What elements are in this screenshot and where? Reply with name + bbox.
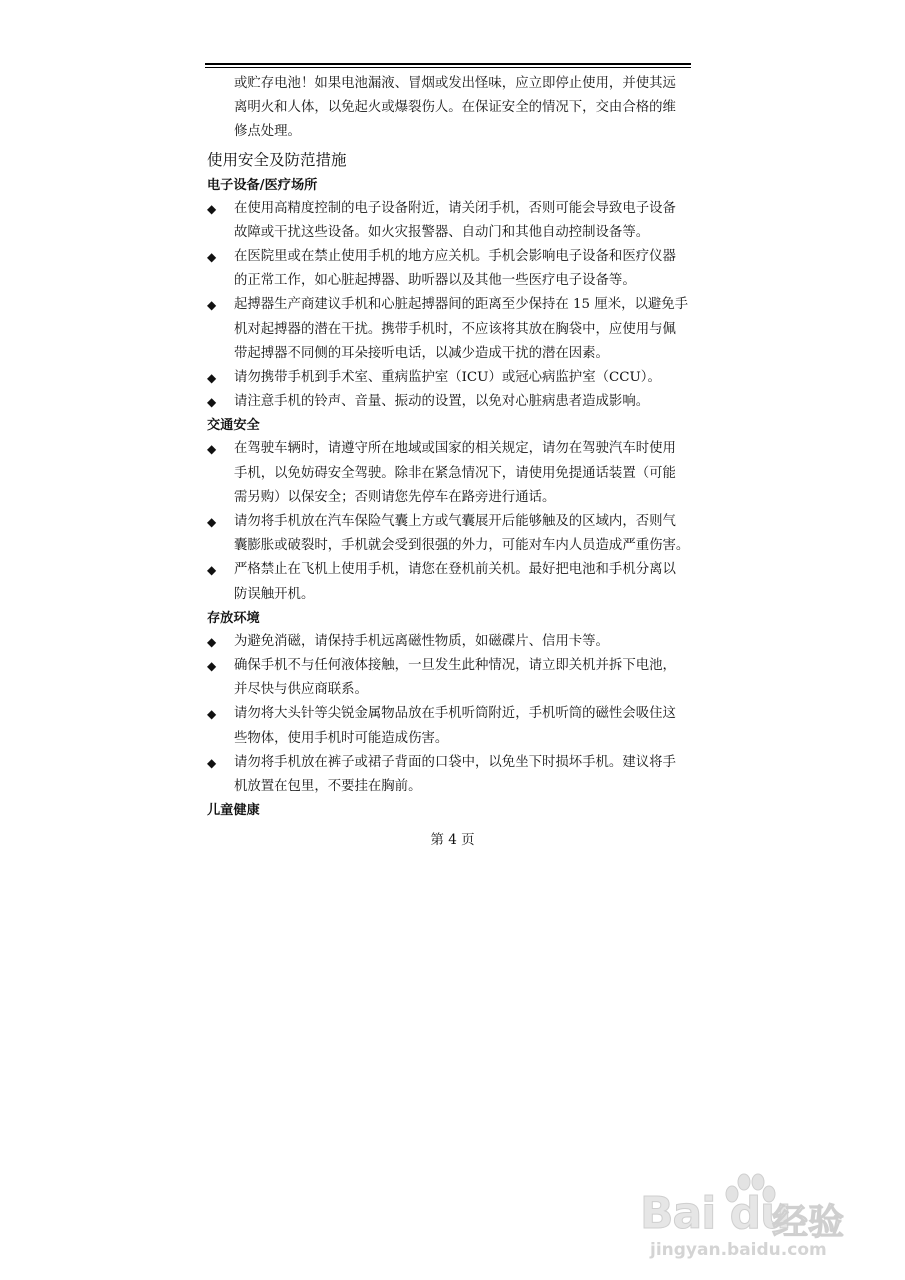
list-item-line: 囊膨胀或破裂时，手机就会受到很强的外力，可能对车内人员造成严重伤害。 (234, 538, 690, 554)
diamond-bullet-icon: ◆ (207, 659, 217, 674)
list-item (207, 751, 693, 799)
list-item-line: 请勿携带手机到手术室、重病监护室（ICU）或冠心病监护室（CCU）。 (234, 370, 661, 386)
diamond-bullet-icon: ◆ (207, 395, 217, 410)
bullet-list (207, 630, 693, 799)
section-heading: 儿童健康 (207, 803, 260, 819)
list-item-line: 在驾驶车辆时，请遵守所在地域或国家的相关规定，请勿在驾驶汽车时使用 (234, 441, 676, 457)
diamond-bullet-icon: ◆ (207, 201, 217, 216)
intro-paragraph (207, 72, 693, 145)
header-rule-thin (205, 67, 691, 68)
watermark-brand-cn: 经验 (772, 1202, 845, 1243)
watermark-brand: Bai du (640, 1188, 791, 1239)
list-item (207, 654, 693, 702)
list-item-line: 并尽快与供应商联系。 (234, 682, 368, 698)
list-item-line: 确保手机不与任何液体接触，一旦发生此种情况，请立即关机并拆下电池， (234, 658, 676, 674)
list-item (207, 390, 693, 414)
list-item-line: 请勿将大头针等尖锐金属物品放在手机听筒附近，手机听筒的磁性会吸住这 (234, 706, 676, 722)
page-number: 第 4 页 (430, 832, 475, 848)
list-item-line: 为避免消磁，请保持手机远离磁性物质，如磁碟片、信用卡等。 (234, 633, 609, 649)
page-content (207, 72, 693, 822)
list-item-line: 在医院里或在禁止使用手机的地方应关机。手机会影响电子设备和医疗仪器 (234, 249, 676, 265)
watermark-url: jingyan.baidu.com (650, 1240, 827, 1260)
diamond-bullet-icon: ◆ (207, 442, 217, 457)
main-heading: 使用安全及防范措施 (207, 150, 347, 169)
diamond-bullet-icon: ◆ (207, 298, 217, 313)
list-item-line: 在使用高精度控制的电子设备附近，请关闭手机，否则可能会导致电子设备 (234, 200, 676, 216)
diamond-bullet-icon: ◆ (207, 563, 217, 578)
list-item-line: 起搏器生产商建议手机和心脏起搏器间的距离至少保持在 15 厘米，以避免手 (234, 297, 689, 313)
diamond-bullet-icon: ◆ (207, 707, 217, 722)
list-item-line: 严格禁止在飞机上使用手机，请您在登机前关机。最好把电池和手机分离以 (234, 562, 676, 578)
intro-line: 或贮存电池！如果电池漏液、冒烟或发出怪味，应立即停止使用，并使其远 (234, 76, 676, 91)
diamond-bullet-icon: ◆ (207, 755, 217, 770)
list-item (207, 293, 693, 366)
list-item-line: 需另购）以保安全；否则请您先停车在路旁进行通话。 (234, 489, 556, 505)
diamond-bullet-icon: ◆ (207, 634, 217, 649)
section-heading: 电子设备/医疗场所 (207, 177, 318, 193)
list-item-line: 的正常工作，如心脏起搏器、助听器以及其他一些医疗电子设备等。 (234, 273, 636, 289)
list-item-line: 机对起搏器的潜在干扰。携带手机时，不应该将其放在胸袋中，应使用与佩 (234, 321, 676, 337)
list-item-line: 防误触开机。 (234, 586, 315, 602)
header-rule-thick (205, 63, 691, 65)
bullet-list (207, 197, 693, 415)
sections-container (207, 175, 693, 823)
list-item-line: 请勿将手机放在裤子或裙子背面的口袋中，以免坐下时损坏手机。建议将手 (234, 754, 676, 770)
section-heading: 交通安全 (207, 418, 260, 434)
diamond-bullet-icon: ◆ (207, 515, 217, 530)
list-item (207, 558, 693, 606)
list-item-line: 手机，以免妨碍安全驾驶。除非在紧急情况下，请使用免提通话装置（可能 (234, 465, 676, 481)
list-item (207, 366, 693, 390)
list-item (207, 245, 693, 293)
section-heading: 存放环境 (207, 610, 260, 626)
list-item (207, 510, 693, 558)
list-item-line: 带起搏器不同侧的耳朵接听电话，以减少造成干扰的潜在因素。 (234, 345, 609, 361)
list-item-line: 些物体，使用手机时可能造成伤害。 (234, 730, 449, 746)
list-item-line: 故障或干扰这些设备。如火灾报警器、自动门和其他自动控制设备等。 (234, 224, 650, 240)
list-item-line: 机放置在包里，不要挂在胸前。 (234, 779, 422, 795)
list-item (207, 702, 693, 750)
bullet-list (207, 437, 693, 606)
intro-line: 离明火和人体，以免起火或爆裂伤人。在保证安全的情况下，交由合格的维 (234, 100, 676, 116)
list-item-line: 请注意手机的铃声、音量、振动的设置，以免对心脏病患者造成影响。 (234, 394, 650, 410)
baidu-jingyan-watermark (640, 1180, 870, 1270)
list-item (207, 197, 693, 245)
diamond-bullet-icon: ◆ (207, 250, 217, 265)
diamond-bullet-icon: ◆ (207, 371, 217, 386)
list-item-line: 请勿将手机放在汽车保险气囊上方或气囊展开后能够触及的区域内，否则气 (234, 514, 676, 530)
list-item (207, 437, 693, 510)
intro-line: 修点处理。 (234, 124, 301, 140)
list-item (207, 630, 693, 654)
